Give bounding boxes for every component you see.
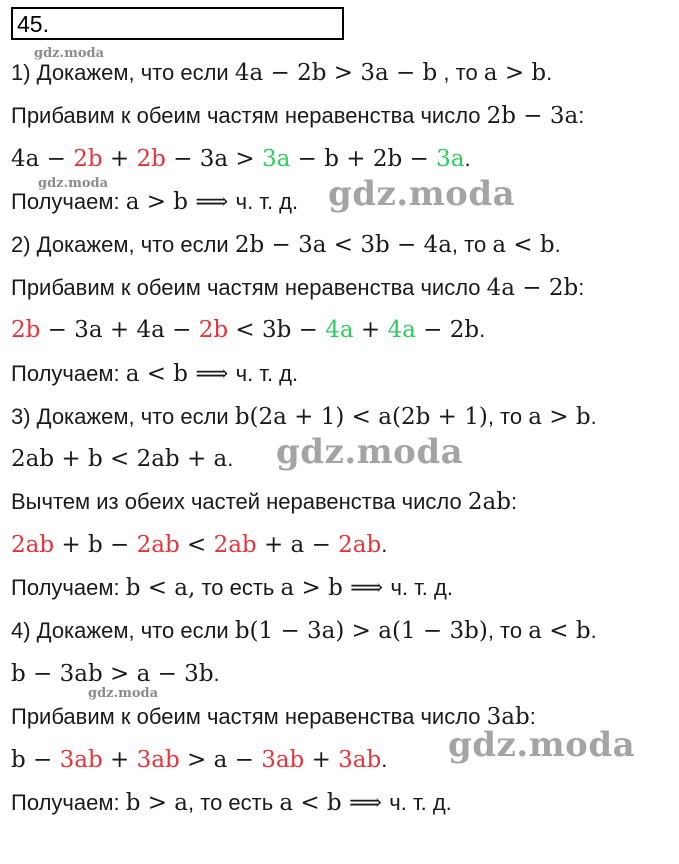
text-fragment: ч. т. д.: [235, 189, 299, 214]
math-fragment: 2b: [11, 317, 41, 343]
math-fragment: 3a: [262, 146, 291, 172]
math-fragment: − b + 2b −: [290, 146, 437, 172]
text-line: [11, 531, 387, 559]
math-fragment: 4a − 2b > 3a − b: [234, 60, 438, 86]
text-fragment: 3) Докажем, что если: [11, 404, 235, 429]
math-fragment: 2b: [198, 317, 229, 343]
text-fragment: , то: [487, 404, 529, 429]
text-fragment: , то: [451, 232, 493, 257]
math-fragment: 3ab: [136, 747, 180, 773]
text-line: [11, 316, 485, 344]
math-fragment: 2ab: [213, 532, 257, 558]
text-fragment: .: [464, 146, 471, 171]
math-fragment: + a −: [256, 532, 339, 558]
text-fragment: 2) Докажем, что если: [11, 232, 235, 257]
math-fragment: − 2b: [415, 317, 480, 343]
math-fragment: 4a: [387, 317, 416, 343]
text-fragment: Прибавим к обеим частям неравенства число: [11, 704, 487, 729]
text-line: [11, 660, 220, 688]
math-fragment: b > a: [125, 790, 189, 816]
math-fragment: < 3b −: [228, 317, 326, 343]
text-line: [11, 145, 471, 173]
text-line: [11, 488, 517, 516]
text-fragment: Прибавим к обеим частям неравенства число: [11, 275, 487, 300]
math-fragment: 2b − 3a: [486, 103, 579, 129]
math-fragment: a > b ⟹: [125, 189, 236, 215]
text-line: [11, 574, 453, 602]
math-fragment: b < a,: [125, 575, 196, 601]
text-fragment: то есть: [195, 575, 281, 600]
task-number: 45.: [17, 11, 49, 37]
watermark-large: gdz.moda: [448, 725, 636, 765]
math-fragment: a > b ⟹: [280, 575, 391, 601]
math-fragment: 4a − 2b: [486, 275, 579, 301]
math-fragment: a > b: [483, 60, 547, 86]
text-fragment: .: [381, 532, 388, 557]
text-line: [11, 274, 584, 302]
math-fragment: b −: [11, 747, 60, 773]
math-fragment: +: [353, 317, 388, 343]
text-fragment: Получаем:: [11, 361, 126, 386]
math-fragment: > a −: [179, 747, 262, 773]
text-fragment: .: [227, 446, 234, 471]
math-fragment: 3ab: [59, 747, 103, 773]
math-fragment: 2ab: [467, 489, 511, 515]
text-fragment: .: [590, 404, 597, 429]
text-fragment: .: [554, 232, 561, 257]
math-fragment: 2b: [136, 146, 166, 172]
text-fragment: .: [213, 661, 220, 686]
text-fragment: ч. т. д.: [389, 790, 452, 815]
math-fragment: 2ab: [338, 532, 382, 558]
text-line: [11, 617, 597, 645]
math-fragment: 2b − 3a < 3b − 4a: [234, 232, 452, 258]
watermark-small: gdz.moda: [34, 46, 105, 61]
text-fragment: 1) Докажем, что если: [11, 60, 235, 85]
text-fragment: , то: [437, 60, 484, 85]
math-fragment: 3ab: [338, 747, 382, 773]
text-fragment: :: [529, 704, 536, 729]
text-fragment: ч. т. д.: [235, 361, 299, 386]
math-fragment: − 3a >: [165, 146, 263, 172]
text-fragment: Получаем:: [11, 575, 126, 600]
text-line: [11, 102, 584, 130]
math-fragment: b − 3ab > a − 3b: [11, 661, 214, 687]
math-fragment: 4a: [325, 317, 354, 343]
text-line: [11, 403, 597, 431]
text-fragment: :: [578, 103, 585, 128]
math-fragment: a > b: [528, 404, 591, 430]
text-fragment: .: [546, 60, 553, 85]
watermark-small: gdz.moda: [88, 686, 159, 701]
math-fragment: a < b: [528, 618, 591, 644]
watermark-large: gdz.moda: [328, 174, 516, 214]
text-line: [11, 188, 298, 216]
math-fragment: 4a −: [11, 146, 74, 172]
text-fragment: :: [510, 489, 518, 514]
text-fragment: Получаем:: [11, 189, 126, 214]
math-fragment: 3a: [436, 146, 465, 172]
text-fragment: :: [578, 275, 585, 300]
watermark-large: gdz.moda: [276, 432, 464, 472]
math-fragment: 2b: [73, 146, 103, 172]
text-fragment: , то: [487, 618, 529, 643]
text-line: [11, 746, 387, 774]
text-fragment: , то есть: [188, 790, 280, 815]
text-fragment: .: [479, 317, 486, 342]
text-line: [11, 445, 233, 473]
text-fragment: Получаем:: [11, 790, 126, 815]
math-fragment: 3ab: [486, 704, 530, 730]
text-fragment: ч. т. д.: [390, 575, 453, 600]
text-line: [11, 789, 452, 817]
text-line: [11, 231, 561, 259]
math-fragment: a < b ⟹: [125, 361, 236, 387]
math-fragment: +: [304, 747, 339, 773]
math-fragment: <: [179, 532, 214, 558]
math-fragment: a < b: [492, 232, 555, 258]
math-fragment: +: [102, 747, 137, 773]
math-fragment: 2ab: [136, 532, 180, 558]
text-fragment: Прибавим к обеим частям неравенства число: [11, 103, 487, 128]
text-fragment: .: [381, 747, 388, 772]
text-line: [11, 59, 552, 87]
watermark-small: gdz.moda: [38, 176, 109, 191]
math-fragment: +: [102, 146, 137, 172]
math-fragment: 2ab + b < 2ab + a: [11, 446, 228, 472]
math-fragment: − 3a + 4a −: [40, 317, 199, 343]
math-fragment: a < b ⟹: [279, 790, 390, 816]
text-fragment: Вычтем из обеих частей неравенства число: [11, 489, 468, 514]
text-line: [11, 360, 298, 388]
math-fragment: 2ab: [11, 532, 55, 558]
text-fragment: 4) Докажем, что если: [11, 618, 235, 643]
math-fragment: + b −: [54, 532, 137, 558]
text-fragment: .: [590, 618, 597, 643]
math-fragment: 3ab: [261, 747, 305, 773]
task-number-box: [11, 7, 344, 40]
math-fragment: b(2a + 1) < a(2b + 1): [234, 404, 488, 430]
math-fragment: b(1 − 3a) > a(1 − 3b): [234, 618, 488, 644]
